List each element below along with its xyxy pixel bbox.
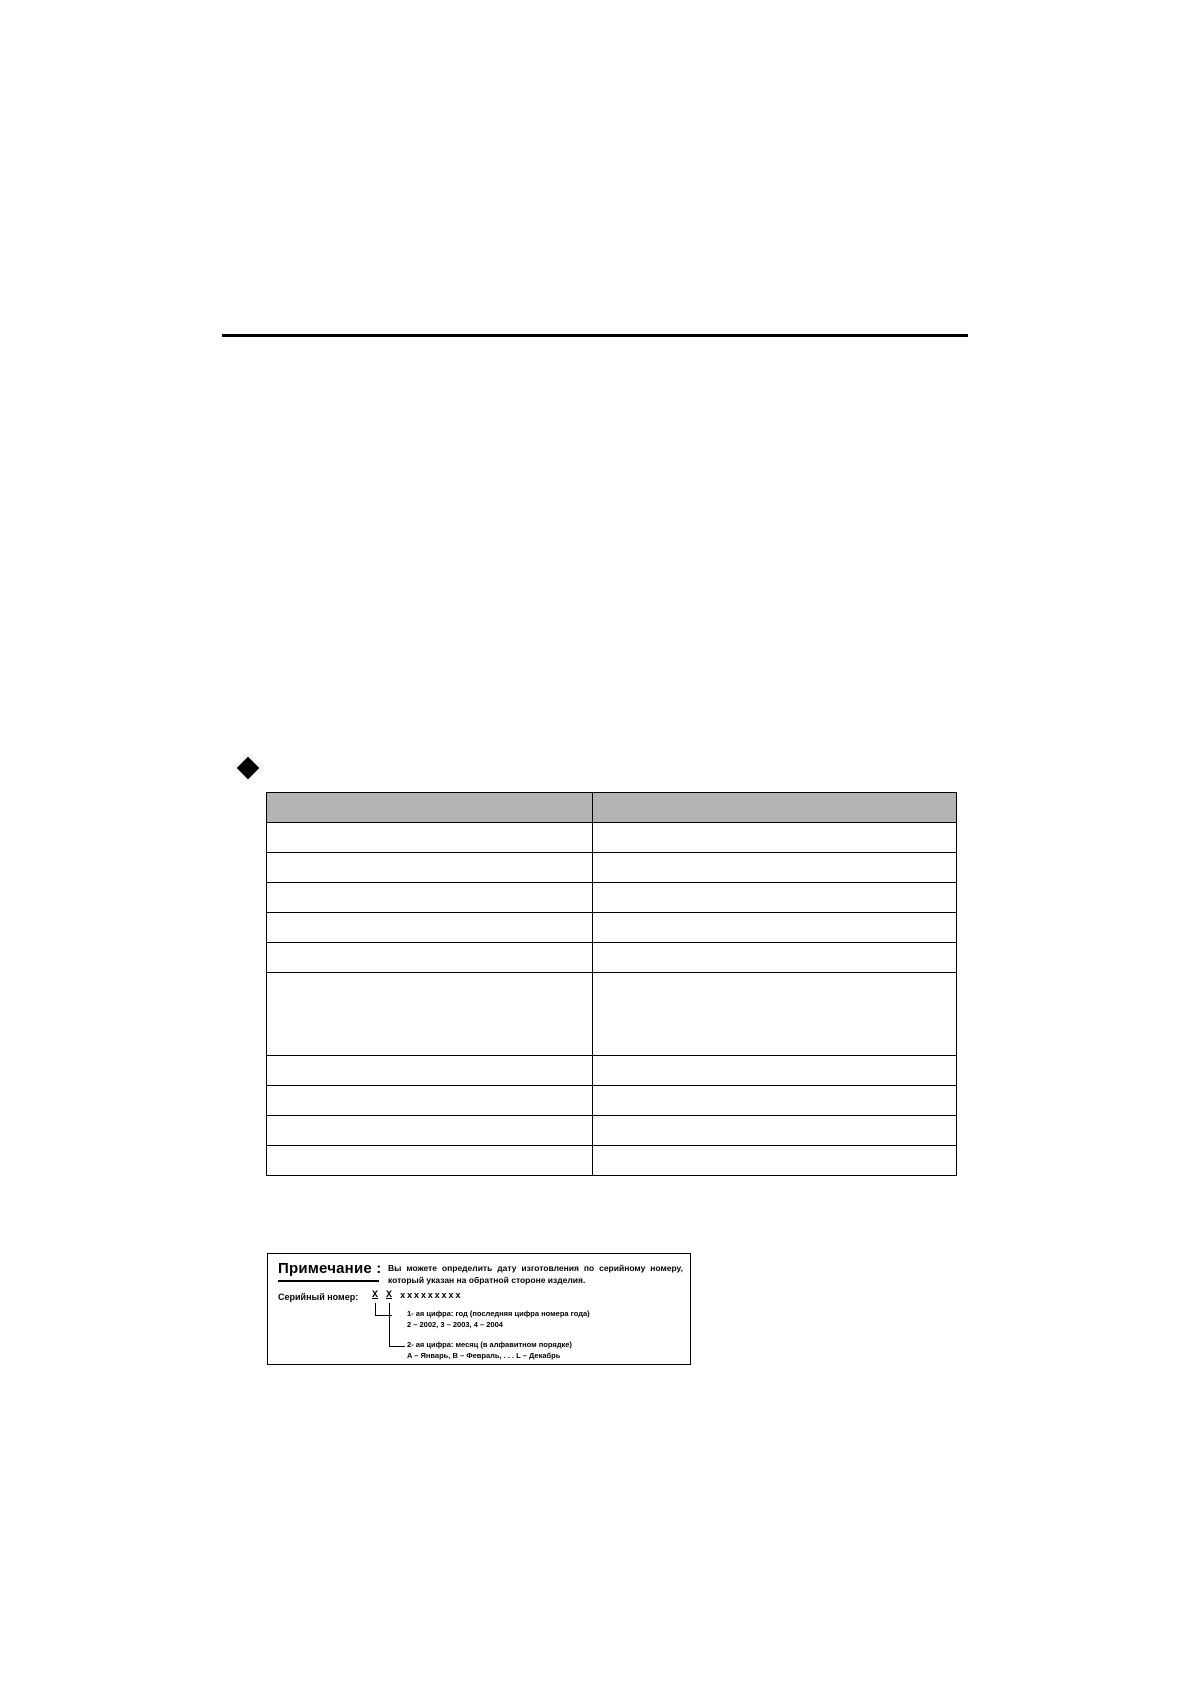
- note-text: Вы можете определить дату изготовления по серийному номеру, который указан на обратной стороне изделия.: [388, 1263, 683, 1285]
- table-header-row: [267, 793, 957, 823]
- table-cell: [593, 973, 957, 1056]
- diamond-bullet-icon: [237, 757, 260, 780]
- table-cell: [267, 823, 593, 853]
- table-row: [267, 823, 957, 853]
- table-cell: [267, 1146, 593, 1176]
- table-cell: [267, 883, 593, 913]
- table-cell: [267, 943, 593, 973]
- table-row: [267, 1116, 957, 1146]
- note-title-underline: [278, 1280, 379, 1282]
- table-cell: [593, 1056, 957, 1086]
- table-header-cell: [593, 793, 957, 823]
- table-cell: [593, 1086, 957, 1116]
- digit1-title: 1- ая цифра: год (последняя цифра номера года): [407, 1309, 590, 1318]
- table-cell: [593, 1146, 957, 1176]
- table-cell: [593, 913, 957, 943]
- table-row: [267, 1086, 957, 1116]
- table-header-cell: [267, 793, 593, 823]
- table-row: [267, 1056, 957, 1086]
- table-cell: [593, 1116, 957, 1146]
- table-cell: [593, 853, 957, 883]
- digit2-connector-line: [389, 1303, 405, 1347]
- specification-table: [266, 792, 957, 1176]
- table-cell: [267, 913, 593, 943]
- table-cell: [267, 1086, 593, 1116]
- table-row: [267, 883, 957, 913]
- table-row: [267, 943, 957, 973]
- note-title: Примечание :: [278, 1260, 382, 1277]
- serial-number-note-box: [267, 1253, 691, 1365]
- table-row: [267, 973, 957, 1056]
- table-cell: [593, 823, 957, 853]
- table-cell: [267, 973, 593, 1056]
- table-row: [267, 1146, 957, 1176]
- digit1-values: 2 – 2002, 3 – 2003, 4 – 2004: [407, 1320, 503, 1329]
- digit2-title: 2- ая цифра: месяц (в алфавитном порядке): [407, 1340, 572, 1349]
- table-row: [267, 913, 957, 943]
- serial-second-digit: X: [386, 1290, 393, 1301]
- top-horizontal-rule: [222, 334, 968, 337]
- table-cell: [267, 1056, 593, 1086]
- table-cell: [267, 1116, 593, 1146]
- digit2-values: A – Январь, B – Февраль, . . . L – Декабрь: [407, 1351, 561, 1360]
- serial-first-digit: X: [372, 1290, 379, 1301]
- table-cell: [593, 943, 957, 973]
- serial-number-label: Серийный номер:: [278, 1292, 359, 1302]
- table-cell: [267, 853, 593, 883]
- table-cell: [593, 883, 957, 913]
- table-row: [267, 853, 957, 883]
- serial-remaining-digits: xxxxxxxxx: [400, 1291, 463, 1301]
